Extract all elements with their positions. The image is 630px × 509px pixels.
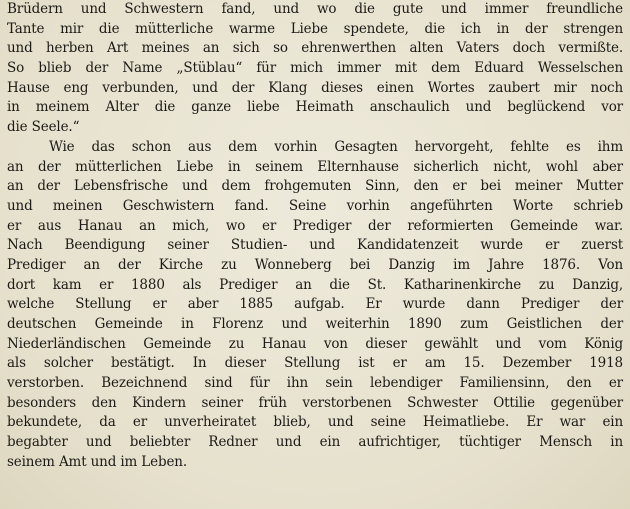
text-line: Niederländischen Gemeinde zu Hanau von dieser gewählt und vom König	[7, 335, 623, 352]
text-line: und herben Art meines an sich so ehrenwerthen alten Vaters doch vermißte.	[7, 40, 623, 57]
text-line: Nach Beendigung seiner Studien- und Kandidatenzeit wurde er zuerst	[7, 237, 623, 254]
text-line: Hause eng verbunden, und der Klang dieses einen Wortes zaubert mir noch	[7, 79, 623, 96]
text-line: verstorben. Bezeichnend sind für ihn sein lebendiger Familiensinn, den er	[7, 375, 623, 392]
bleed-through-shading	[170, 494, 630, 509]
text-line: an der Lebensfrische und dem frohgemuten Sinn, den er bei meiner Mutter	[7, 178, 623, 195]
text-line: Brüdern und Schwestern fand, und wo die gute und immer freundliche	[7, 1, 623, 17]
text-line: seinem Amt und im Leben.	[7, 453, 187, 470]
text-line: Wie das schon aus dem vorhin Gesagten hervorgeht, fehlte es ihm	[49, 138, 623, 155]
paragraph-quote-end	[7, 0, 623, 138]
text-body	[7, 0, 623, 473]
text-line: bekundete, da er unverheiratet blieb, und seine Heimatliebe. Er war ein	[7, 414, 623, 431]
text-line: in meinem Alter die ganze liebe Heimath anschaulich und beglückend vor	[7, 99, 623, 116]
text-line: als solcher bestätigt. In dieser Stellung ist er am 15. Dezember 1918	[7, 355, 623, 372]
text-line: deutschen Gemeinde in Florenz und weiterhin 1890 zum Geistlichen der	[7, 316, 623, 332]
text-line: Prediger an der Kirche zu Wonneberg bei Danzig im Jahre 1876. Von	[7, 256, 623, 273]
text-line: welche Stellung er aber 1885 aufgab. Er wurde dann Prediger der	[7, 296, 623, 313]
text-line: begabter und beliebter Redner und ein aufrichtiger, tüchtiger Mensch in	[7, 434, 623, 451]
text-line: dort kam er 1880 als Prediger an die St. Katharinenkirche zu Danzig,	[7, 276, 623, 293]
paragraph-main	[7, 138, 623, 473]
text-line: er aus Hanau an mich, wo er Prediger der reformierten Gemeinde war.	[7, 217, 623, 234]
text-line: die Seele.“	[7, 119, 80, 136]
text-line: Tante mir die mütterliche warme Liebe spendete, die ich in der strengen	[7, 20, 623, 37]
text-line: So blieb der Name „Stüblau“ für mich immer mit dem Eduard Wesselschen	[7, 60, 623, 77]
text-line: und meinen Geschwistern fand. Seine vorhin angeführten Worte schrieb	[7, 197, 623, 214]
text-line: an der mütterlichen Liebe in seinem Elternhause sicherlich nicht, wohl aber	[7, 158, 623, 175]
text-line: besonders den Kindern seiner früh verstorbenen Schwester Ottilie gegenüber	[7, 394, 623, 411]
